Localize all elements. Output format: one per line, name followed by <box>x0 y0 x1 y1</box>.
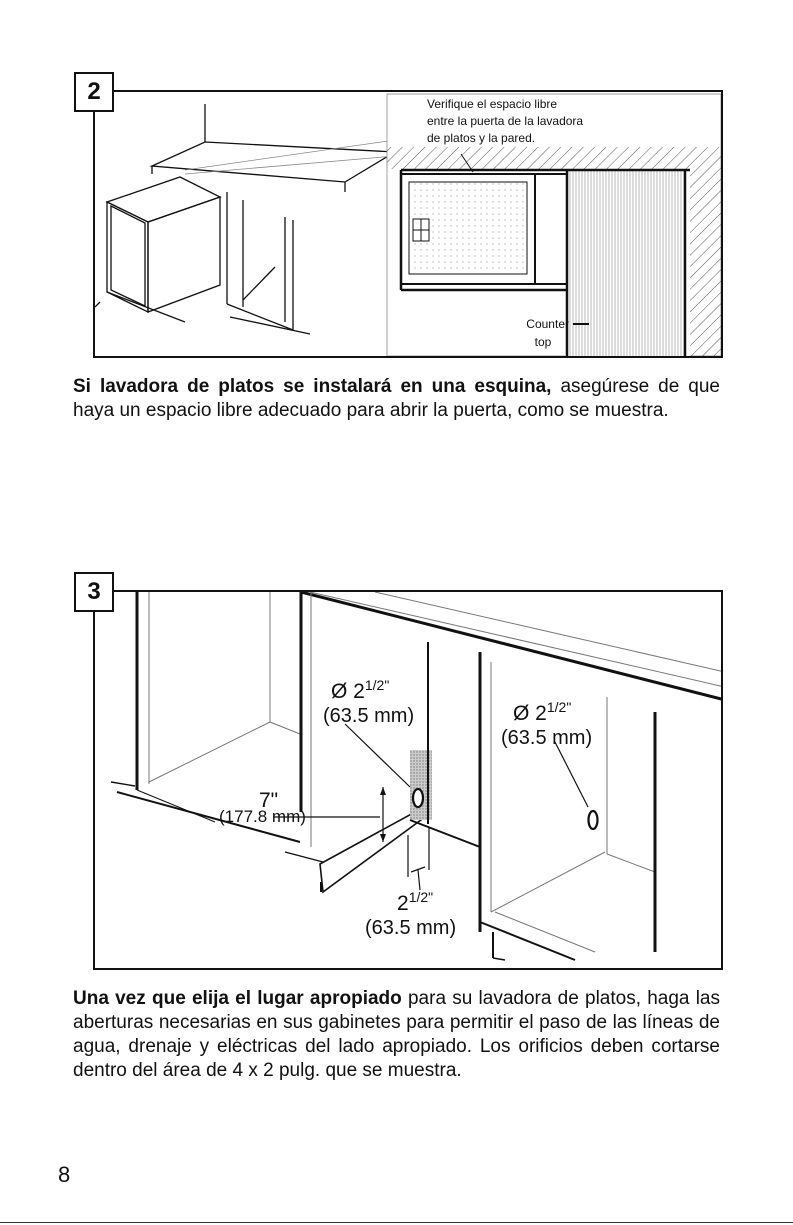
right-hole-mm-label: (63.5 mm) <box>501 727 593 749</box>
corner-installation-illustration <box>95 92 723 358</box>
left-hole-mm-label: (63.5 mm) <box>323 705 415 727</box>
side-dimension-mm-label: (63.5 mm) <box>365 917 457 939</box>
paragraph-text: para su lavadora de platos, haga las aberturas necesarias en sus gabinetes para permitir el paso de las líneas de agua, drenaje y eléctricas del lado apropiado. Los orificios deben cortarse dentro del área de 4 x 2 pulg. que se muestra. <box>73 988 720 1081</box>
height-dimension-mm-label: (177.8 mm) <box>219 807 306 826</box>
clearance-callout-line-1: Verifique el espacio libre <box>427 97 558 111</box>
side-dimension-inch-label: $2^{1/2"}$ <box>397 889 434 915</box>
paragraph-text: asegúrese de que haya un espacio libre adecuado para abrir la puerta, como se muestra. <box>73 376 720 421</box>
countertop-label-line-2: top <box>534 335 552 349</box>
top-view-callout <box>387 94 721 356</box>
figure-corner-installation <box>93 90 723 358</box>
cabinet-openings-paragraph <box>73 987 720 1083</box>
dimension-labels <box>219 677 592 939</box>
clearance-callout-line-3: de platos y la pared. <box>427 131 536 145</box>
page-number: 8 <box>58 1162 71 1187</box>
paragraph-bold-lead: Si lavadora de platos se instalará en una esquina, <box>73 376 552 397</box>
right-hole-diameter-label: Ø $2^{1/2"}$ <box>513 699 572 725</box>
bottom-divider <box>0 1222 793 1223</box>
corner-installation-paragraph <box>73 375 720 423</box>
step-number-badge: 3 <box>74 572 114 612</box>
figure-cabinet-openings <box>93 590 723 970</box>
dishwasher-perspective-drawing <box>95 102 395 334</box>
left-hole-diameter-label: Ø $2^{1/2"}$ <box>331 677 390 703</box>
height-dimension-inch-label: 7" <box>259 789 279 812</box>
step-number-badge: 2 <box>74 72 114 112</box>
cabinet-openings-illustration <box>95 592 723 970</box>
countertop-label-line-1: Counter <box>526 317 569 331</box>
paragraph-bold-lead: Una vez que elija el lugar apropiado <box>73 988 402 1009</box>
clearance-callout-line-2: entre la puerta de la lavadora <box>427 114 584 128</box>
